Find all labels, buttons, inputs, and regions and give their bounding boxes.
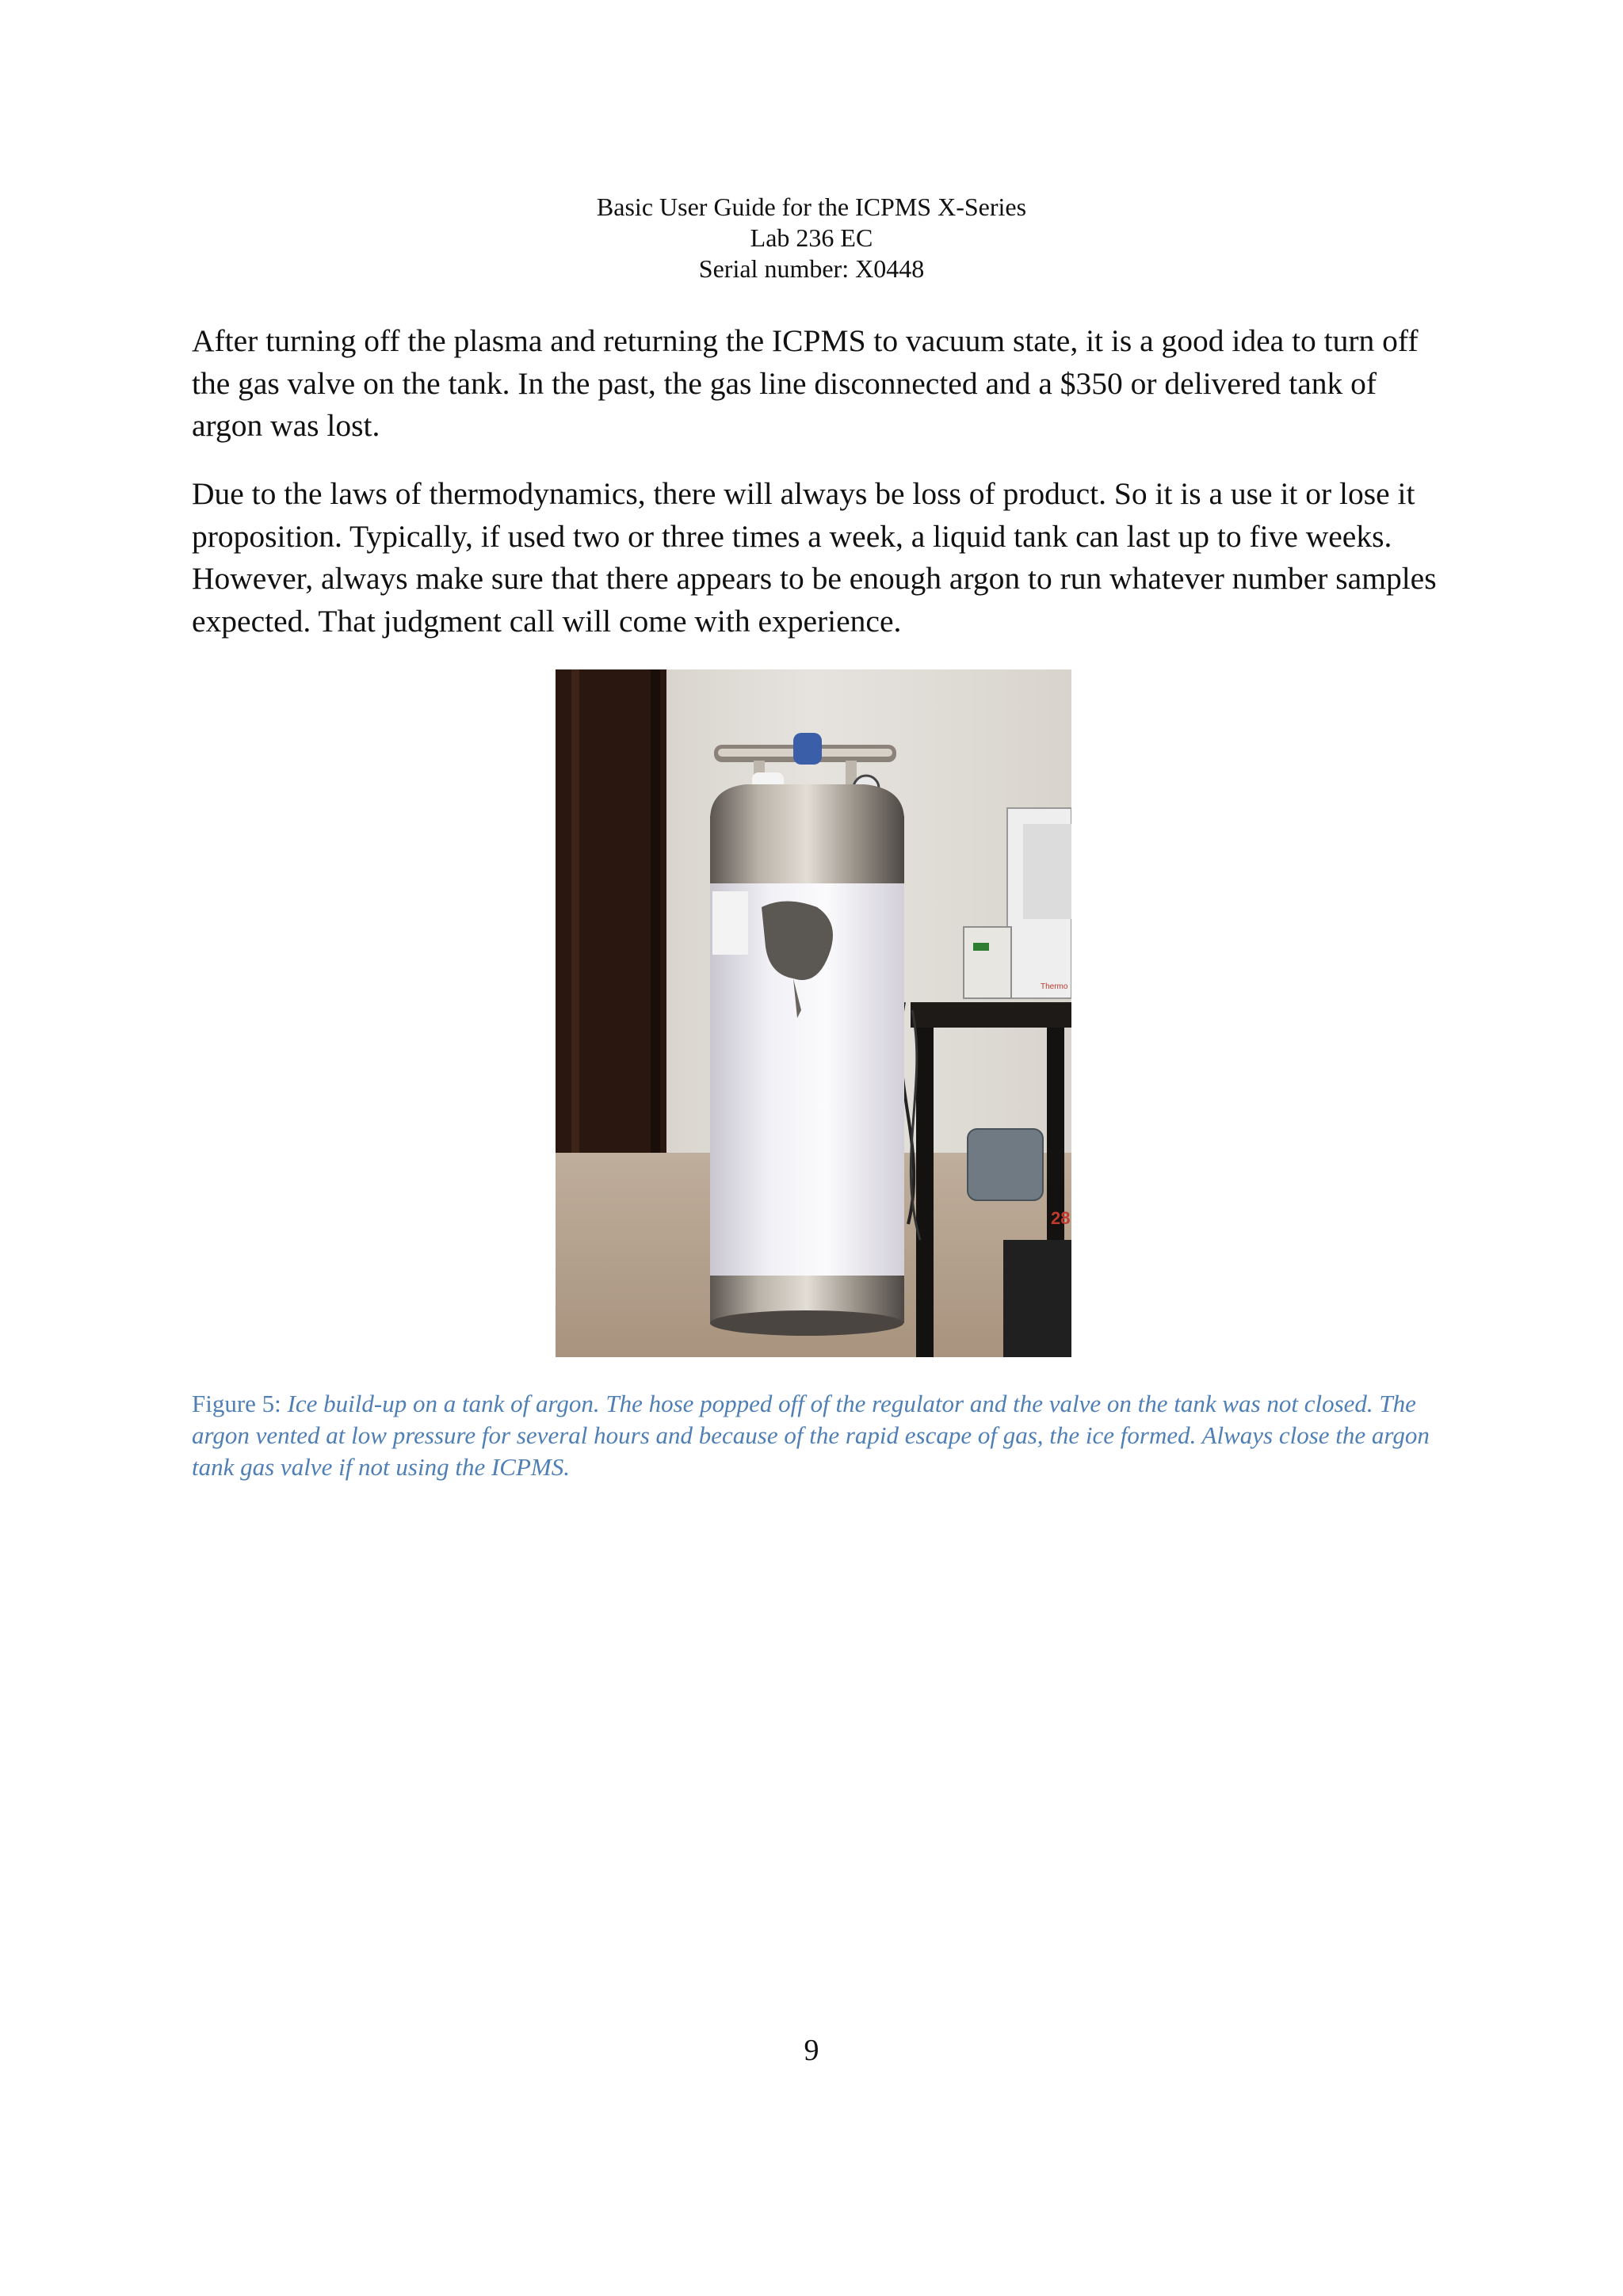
figure-caption-label: Figure 5: — [192, 1390, 281, 1417]
equipment-brand-label: Thermo — [1041, 982, 1068, 991]
header-title: Basic User Guide for the ICPMS X-Series — [596, 193, 1027, 221]
figure-caption — [192, 1388, 1444, 1483]
equipment-number-label: 28 — [1051, 1208, 1071, 1228]
figure-caption-text: Ice build-up on a tank of argon. The hose popped off of the regulator and the valve on the tank was not closed. The argon vented at low pressure for several hours and because of the rapid escape of gas, the ice formed. Always close the argon tank gas valve if not using the ICPMS. — [192, 1390, 1430, 1481]
header-serial: Serial number: X0448 — [698, 254, 925, 283]
body-paragraph-1: After turning off the plasma and returning the ICPMS to vacuum state, it is a good idea to turn off the gas valve on the tank. In the past, the gas line disconnected and a $350 or delivered tank of argon was lost. — [192, 323, 1419, 443]
body-paragraph-2: Due to the laws of thermodynamics, there will always be loss of product. So it is a use it or lose it proposition. Typically, if used two or three times a week, a liquid tank can last up to five weeks. However, always make sure that there appears to be enough argon to run whatever number samples expected. That judgment call will come with experience. — [192, 476, 1437, 639]
header-lab: Lab 236 EC — [750, 223, 873, 252]
argon-tank-photo — [556, 669, 1071, 1357]
page-number: 9 — [804, 2034, 819, 2067]
argon-tank — [710, 733, 904, 1336]
page-header — [0, 192, 1623, 284]
